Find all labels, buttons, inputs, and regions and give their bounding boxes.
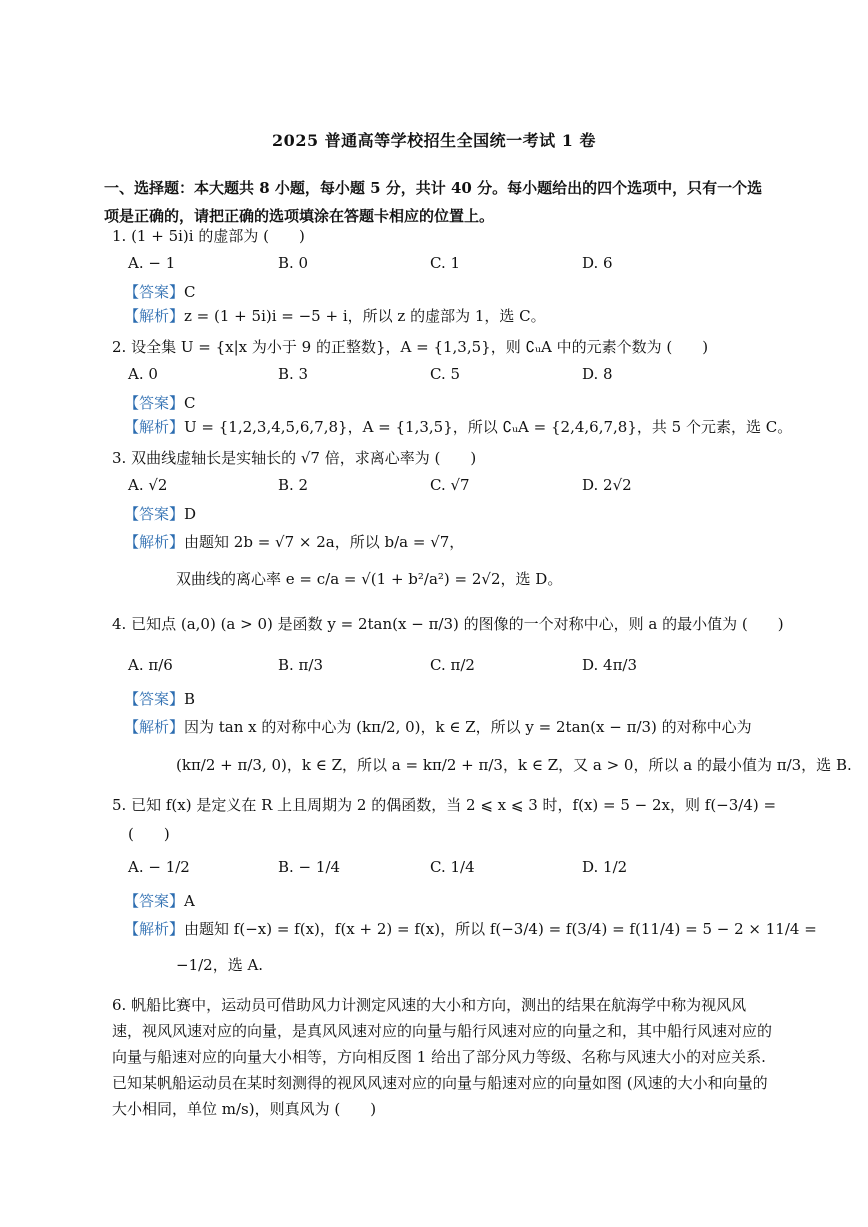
question-4-explanation-line2: (kπ/2 + π/3, 0)，k ∈ Z，所以 a = kπ/2 + π/3，k ∈ Z，又 a > 0，所以 a 的最小值为 π/3，选 B. [176,756,852,774]
option-c: C. 1 [430,254,461,272]
section-heading: 一、选择题：本大题共 8 小题，每小题 5 分，共计 40 分。每小题给出的四个选项中，只有一个选项是正确的，请把正确的选项填涂在答题卡相应的位置上。 [104,179,763,225]
option-a: A. π/6 [128,656,173,674]
option-b: B. 0 [278,254,309,272]
question-3-answer [124,503,196,524]
question-3-explanation-line2: 双曲线的离心率 e = c/a = √(1 + b²/a²) = 2√2，选 D。 [176,570,563,588]
option-a: A. √2 [128,476,168,494]
question-4-explanation [124,716,752,737]
option-b: B. π/3 [278,656,324,674]
question-5-explanation [124,918,817,939]
option-d: D. 8 [582,365,613,383]
question-1-options [128,254,768,280]
explanation-text: z = (1 + 5i)i = −5 + i，所以 z 的虚部为 1，选 C。 [184,307,546,325]
question-3-explanation [124,531,464,552]
answer-tag: 【答案】 [124,690,185,708]
question-4-options [128,656,768,682]
answer-value: D [184,505,197,523]
explanation-text: 因为 tan x 的对称中心为 (kπ/2, 0)，k ∈ Z，所以 y = 2tan(x − π/3) 的对称中心为 [184,718,752,736]
option-a: A. − 1 [128,254,176,272]
answer-value: C [184,394,196,412]
question-1-answer [124,281,196,302]
question-1-stem: 1. (1 + 5i)i 的虚部为 ( ) [112,227,305,245]
answer-tag: 【答案】 [124,283,185,301]
question-4-answer [124,688,195,709]
option-b: B. 3 [278,365,309,383]
explain-tag: 【解析】 [124,533,185,551]
question-1-explanation [124,305,546,326]
question-6-stem: 6. 帆船比赛中，运动员可借助风力计测定风速的大小和方向，测出的结果在航海学中称为视风风速，视风风速对应的向量，是真风风速对应的向量与船行风速对应的向量之和，其中船行风速对应的向量与船速对应的向量大小相等，方向相反图 1 给出了部分风力等级、名称与风速大小的对应关系. 已知某帆船运动员在某时刻测得的视风风速对应的向量与船速对应的向量如图 (风速的大小和向量的大小相同，单位 m/s)，则真风为 ( ) [112,996,773,1118]
answer-value: C [184,283,196,301]
option-c: C. 1/4 [430,858,475,876]
question-5-options [128,858,768,884]
option-d: D. 1/2 [582,858,628,876]
explanation-text: 由题知 f(−x) = f(x)，f(x + 2) = f(x)，所以 f(−3/4) = f(3/4) = f(11/4) = 5 − 2 × 11/4 = [184,920,817,938]
question-5-explanation-line2: −1/2，选 A. [176,956,264,974]
explain-tag: 【解析】 [124,418,185,436]
explain-tag: 【解析】 [124,307,185,325]
question-5-stem-line2: ( ) [128,825,170,843]
question-2-options [128,365,768,391]
option-b: B. 2 [278,476,309,494]
option-d: D. 6 [582,254,613,272]
answer-tag: 【答案】 [124,892,185,910]
option-b: B. − 1/4 [278,858,341,876]
option-c: C. 5 [430,365,461,383]
explain-tag: 【解析】 [124,920,185,938]
answer-value: A [184,892,195,910]
question-3-stem: 3. 双曲线虚轴长是实轴长的 √7 倍，求离心率为 ( ) [112,449,477,467]
option-d: D. 4π/3 [582,656,638,674]
question-2-explanation [124,416,792,437]
answer-tag: 【答案】 [124,394,185,412]
explain-tag: 【解析】 [124,718,185,736]
explanation-text: U = {1,2,3,4,5,6,7,8}，A = {1,3,5}，所以 ∁ᵤA = {2,4,6,7,8}，共 5 个元素，选 C。 [184,418,793,436]
answer-tag: 【答案】 [124,505,185,523]
question-2-stem: 2. 设全集 U = {x|x 为小于 9 的正整数}，A = {1,3,5}，则 ∁ᵤA 中的元素个数为 ( ) [112,338,709,356]
explanation-text: 由题知 2b = √7 × 2a，所以 b/a = √7， [184,533,465,551]
question-2-answer [124,392,196,413]
question-5-stem: 5. 已知 f(x) 是定义在 R 上且周期为 2 的偶函数，当 2 ⩽ x ⩽ 3 时，f(x) = 5 − 2x，则 f(−3/4) = [112,796,777,814]
option-d: D. 2√2 [582,476,632,494]
page-title: 2025 普通高等学校招生全国统一考试 1 卷 [272,131,596,150]
option-a: A. 0 [128,365,158,383]
option-a: A. − 1/2 [128,858,190,876]
question-5-answer [124,890,195,911]
question-4-stem: 4. 已知点 (a,0) (a > 0) 是函数 y = 2tan(x − π/3) 的图像的一个对称中心，则 a 的最小值为 ( ) [112,615,784,633]
option-c: C. π/2 [430,656,475,674]
answer-value: B [184,690,196,708]
question-3-options [128,476,768,502]
option-c: C. √7 [430,476,470,494]
